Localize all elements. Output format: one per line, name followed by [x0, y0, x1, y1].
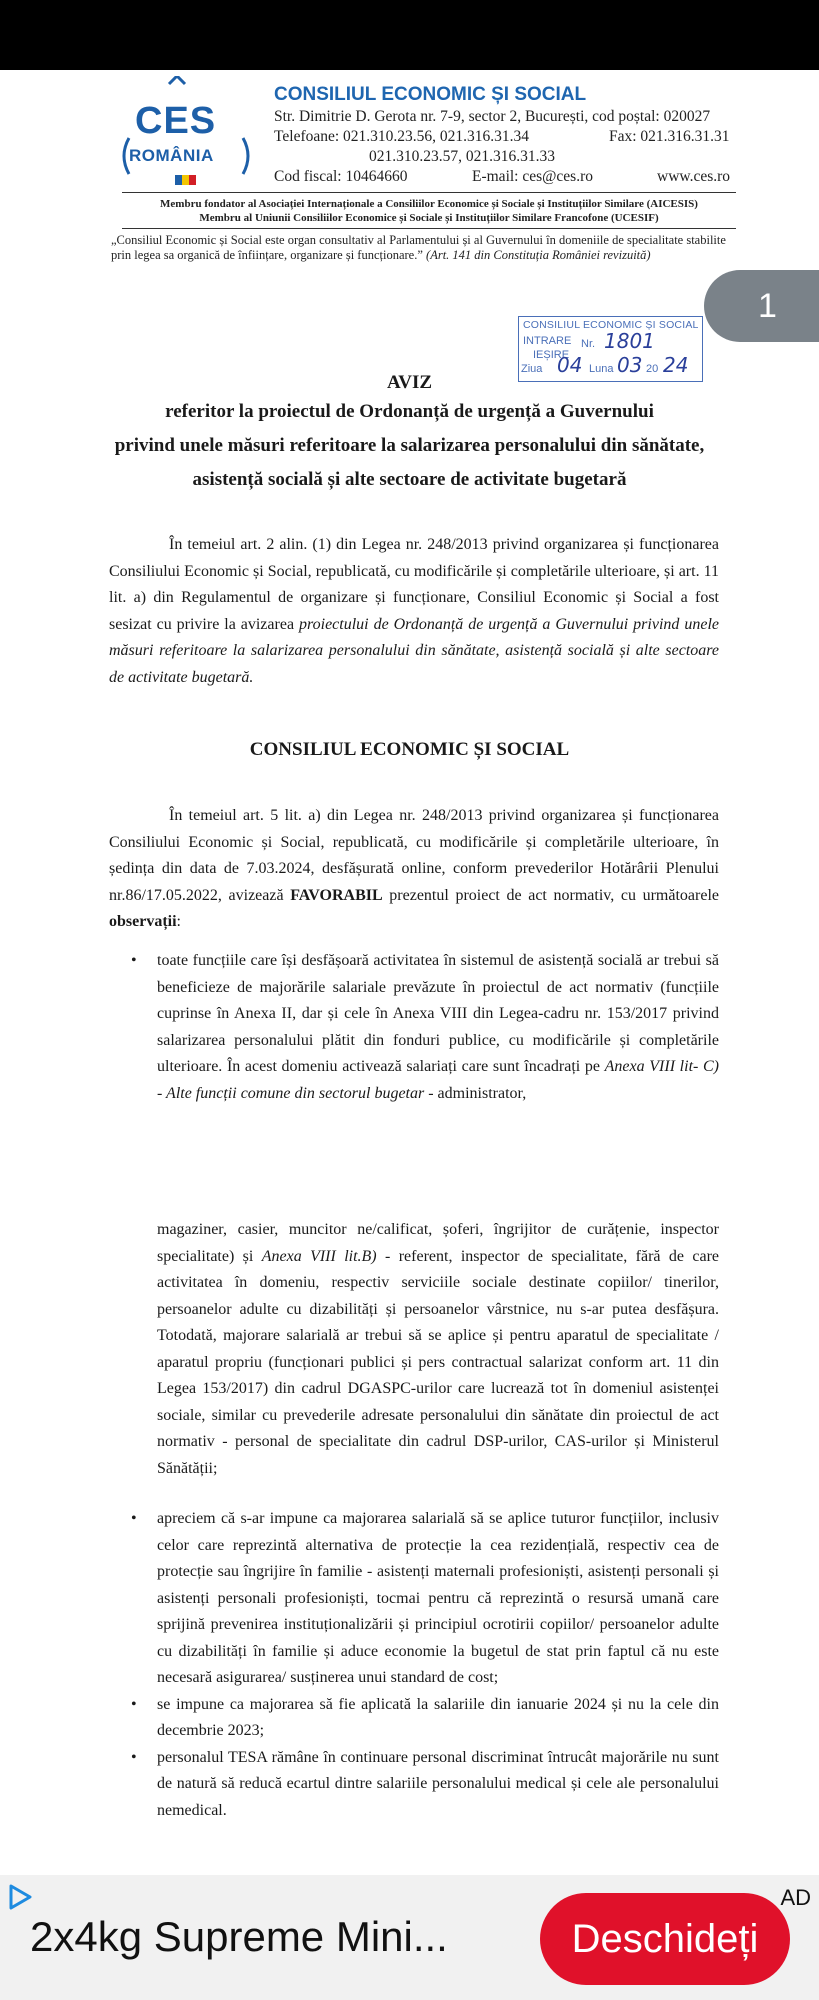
stamp-iesire: IEȘIRE — [533, 349, 570, 361]
header-divider-2 — [122, 228, 736, 229]
header-divider — [122, 192, 736, 193]
decision-text-b: prezentul proiect de act normativ, cu următoarele — [382, 886, 720, 904]
observation-1-text-b: - administrator, — [424, 1084, 527, 1102]
address: Str. Dimitrie D. Gerota nr. 7-9, sector 2, București, cod poștal: 020027 — [274, 108, 711, 125]
doc-subtitle-1: referitor la proiectul de Ordonanță de urgență a Guvernului — [165, 401, 654, 422]
status-bar — [0, 0, 819, 70]
phones: Telefoane: 021.310.23.56, 021.316.31.34 — [274, 128, 530, 145]
phones-2: 021.310.23.57, 021.316.31.33 — [369, 148, 555, 165]
page-number: 1 — [758, 286, 777, 325]
doc-title: AVIZ — [386, 372, 433, 393]
stamp-ziua-label: Ziua — [521, 363, 543, 375]
observation-1-text-a: toate funcțiile care își desfășoară activitatea în sistemul de asistență socială ar trebui să beneficieze de majorările salariale prevăzute în proiectul de act normativ (funcțiile cuprinse în Anexa II, dar și cele în Anexa VIII din Legea-cadru nr. 153/2017 privind salarizarea personalului plătit din fonduri publice, cu modificările și completările ulterioare. În acest domeniu activează salariați care sunt încadrați pe — [157, 952, 719, 1075]
observation-item: • se impune ca majorarea să fie aplicată la salariile din ianuarie 2024 și nu la cele din decembrie 2023; — [109, 1692, 719, 1745]
observation-item: • apreciem că s-ar impune ca majorarea salarială să se aplice tuturor funcțiilor, inclusiv celor care reprezintă alternativa de protecție la cea rezidențială, respectiv cea de protecție sau îngrijire în familie - asistenți maternali profesioniști, asistenți personali și asistenți personali profesioniști, tocmai pentru că reprezintă o resursă umană care sprijină prevenirea instituționalizării și principiul ocrotirii copiilor/ persoanelor adulte cu dizabilități în familie și aduce economie la bugetul de stat prin faptul că nu este necesară asigurarea/ susținerea unui standard de cost; — [109, 1506, 719, 1692]
continuation-italic: Anexa VIII lit.B) — [261, 1247, 377, 1265]
doc-subtitle-3: asistență socială și alte sectoare de activitate bugetară — [192, 469, 627, 490]
observation-item — [109, 948, 719, 1107]
org-name: CONSILIUL ECONOMIC ȘI SOCIAL — [274, 84, 587, 105]
ad-open-button[interactable]: Deschideți — [540, 1893, 790, 1985]
logo-text: CES — [135, 100, 217, 142]
stamp-org: CONSILIUL ECONOMIC ȘI SOCIAL — [523, 319, 699, 331]
stamp-nr: 1801 — [604, 329, 655, 353]
email: E-mail: ces@ces.ro — [472, 168, 594, 185]
constitution-text: „Consiliul Economic și Social este organ consultativ al Parlamentului și al Guvernului în domeniile de specialitate stabilite prin legea sa organică de înființare, organizare și funcționare.” — [111, 233, 726, 262]
observation-1-continued — [157, 1217, 719, 1482]
ad-title[interactable]: 2x4kg Supreme Mini... — [30, 1913, 448, 1960]
fax: Fax: 021.316.31.31 — [609, 128, 730, 145]
continuation-text-a: magaziner, casier, muncitor ne/calificat, șoferi, îngrijitor de curățenie, inspector specialitate) și — [157, 1221, 719, 1265]
decision-paragraph — [109, 803, 719, 936]
ad-label: AD — [780, 1885, 811, 1910]
stamp-intrare: INTRARE — [523, 335, 572, 347]
stamp-year: 24 — [663, 353, 689, 377]
member-line-2: Membru al Uniunii Consiliilor Economice și Sociale și Instituțiilor Similare Francofone (UCESIF) — [199, 212, 659, 224]
stamp-nr-label: Nr. — [581, 338, 596, 350]
ad-banner[interactable] — [0, 1875, 819, 2000]
intro-italic: proiectului de Ordonanță de urgență a Guvernului privind unele măsuri referitoare la salarizarea personalului din sănătate, asistență socială și alte sectoare de activitate bugetară. — [109, 615, 719, 686]
observation-item: • personalul TESA rămâne în continuare personal discriminat întrucât majorările nu sunt de natură să reducă ecartul dintre salariile personalului medical și cele ale personalului nemedical. — [109, 1745, 719, 1825]
decision-observatii: observații — [109, 913, 177, 930]
intro-text: În temeiul art. 2 alin. (1) din Legea nr. 248/2013 privind organizarea și funcționarea Consiliului Economic și Social, republicată, cu modificările și completările ulterioare, și art. 11 lit. a) din Regulamentul de organizare și funcționare, Consiliul Economic și Social a fost sesizat cu privire la avizarea — [109, 536, 719, 633]
fiscal-code: Cod fiscal: 10464660 — [274, 168, 408, 185]
document-page — [0, 70, 819, 1875]
stamp-luna-label: Luna — [589, 363, 614, 375]
constitution-ref: (Art. 141 din Constituția României revizuită) — [426, 248, 651, 262]
ces-logo — [115, 76, 260, 196]
member-line-1: Membru fondator al Asociației Internaționale a Consiliilor Economice și Sociale și Instituțiilor Similare (AICESIS) — [160, 198, 698, 210]
observations-list-2 — [109, 1506, 719, 1824]
ad-choices-icon[interactable] — [6, 1883, 34, 1911]
decision-favorabil: FAVORABIL — [290, 886, 383, 904]
stamp-ziua: 04 — [557, 353, 583, 377]
doc-subtitle-2: privind unele măsuri referitoare la salarizarea personalului din sănătate, — [114, 435, 705, 456]
intro-paragraph — [109, 532, 719, 691]
stamp-year-prefix: 20 — [646, 363, 659, 375]
constitution-note — [111, 233, 741, 263]
decision-text-a: În temeiul art. 5 lit. a) din Legea nr. 248/2013 privind organizarea și funcționarea Consiliului Economic și Social, republicată, cu modificările și completările ulterioare, în ședința din data de 7.03.2024, desfășurată online, conform prevederilor Hotărârii Plenului nr.86/17.05.2022, avizează — [109, 807, 719, 904]
observation-1-italic: Anexa VIII lit- C) - Alte funcții comune din sectorul bugetar — [157, 1058, 719, 1102]
continuation-text-b: - referent, inspector de specialitate, fără de care activitatea în domeniu, respectiv serviciile sociale destinate copiilor/ tinerilor, persoanelor adulte cu dizabilități și persoanelor vârstnice, nu s-ar putea desfășura. Totodată, majorare salarială ar trebui să se aplice și pentru aparatul de specialitate / aparatul propriu (funcționari publici și pers contractual salarizat conform art. 11 din Legea 153/2017) din cadrul DGASPC-urilor care lucrează tot în domeniul asistenței sociale, similar cu prevederile adresate personalului din sănătate din proiectul de act normativ - personal de specialitate din cadrul DSP-urilor, CAS-urilor și Ministerul Sănătății; — [157, 1247, 719, 1477]
page-number-badge — [704, 270, 819, 342]
logo-subtext: ROMÂNIA — [129, 146, 214, 165]
section-title: CONSILIUL ECONOMIC ȘI SOCIAL — [249, 739, 570, 760]
website: www.ces.ro — [657, 168, 731, 185]
observations-list-1 — [109, 948, 719, 1107]
stamp-luna: 03 — [617, 353, 643, 377]
decision-text-c: : — [176, 913, 181, 930]
